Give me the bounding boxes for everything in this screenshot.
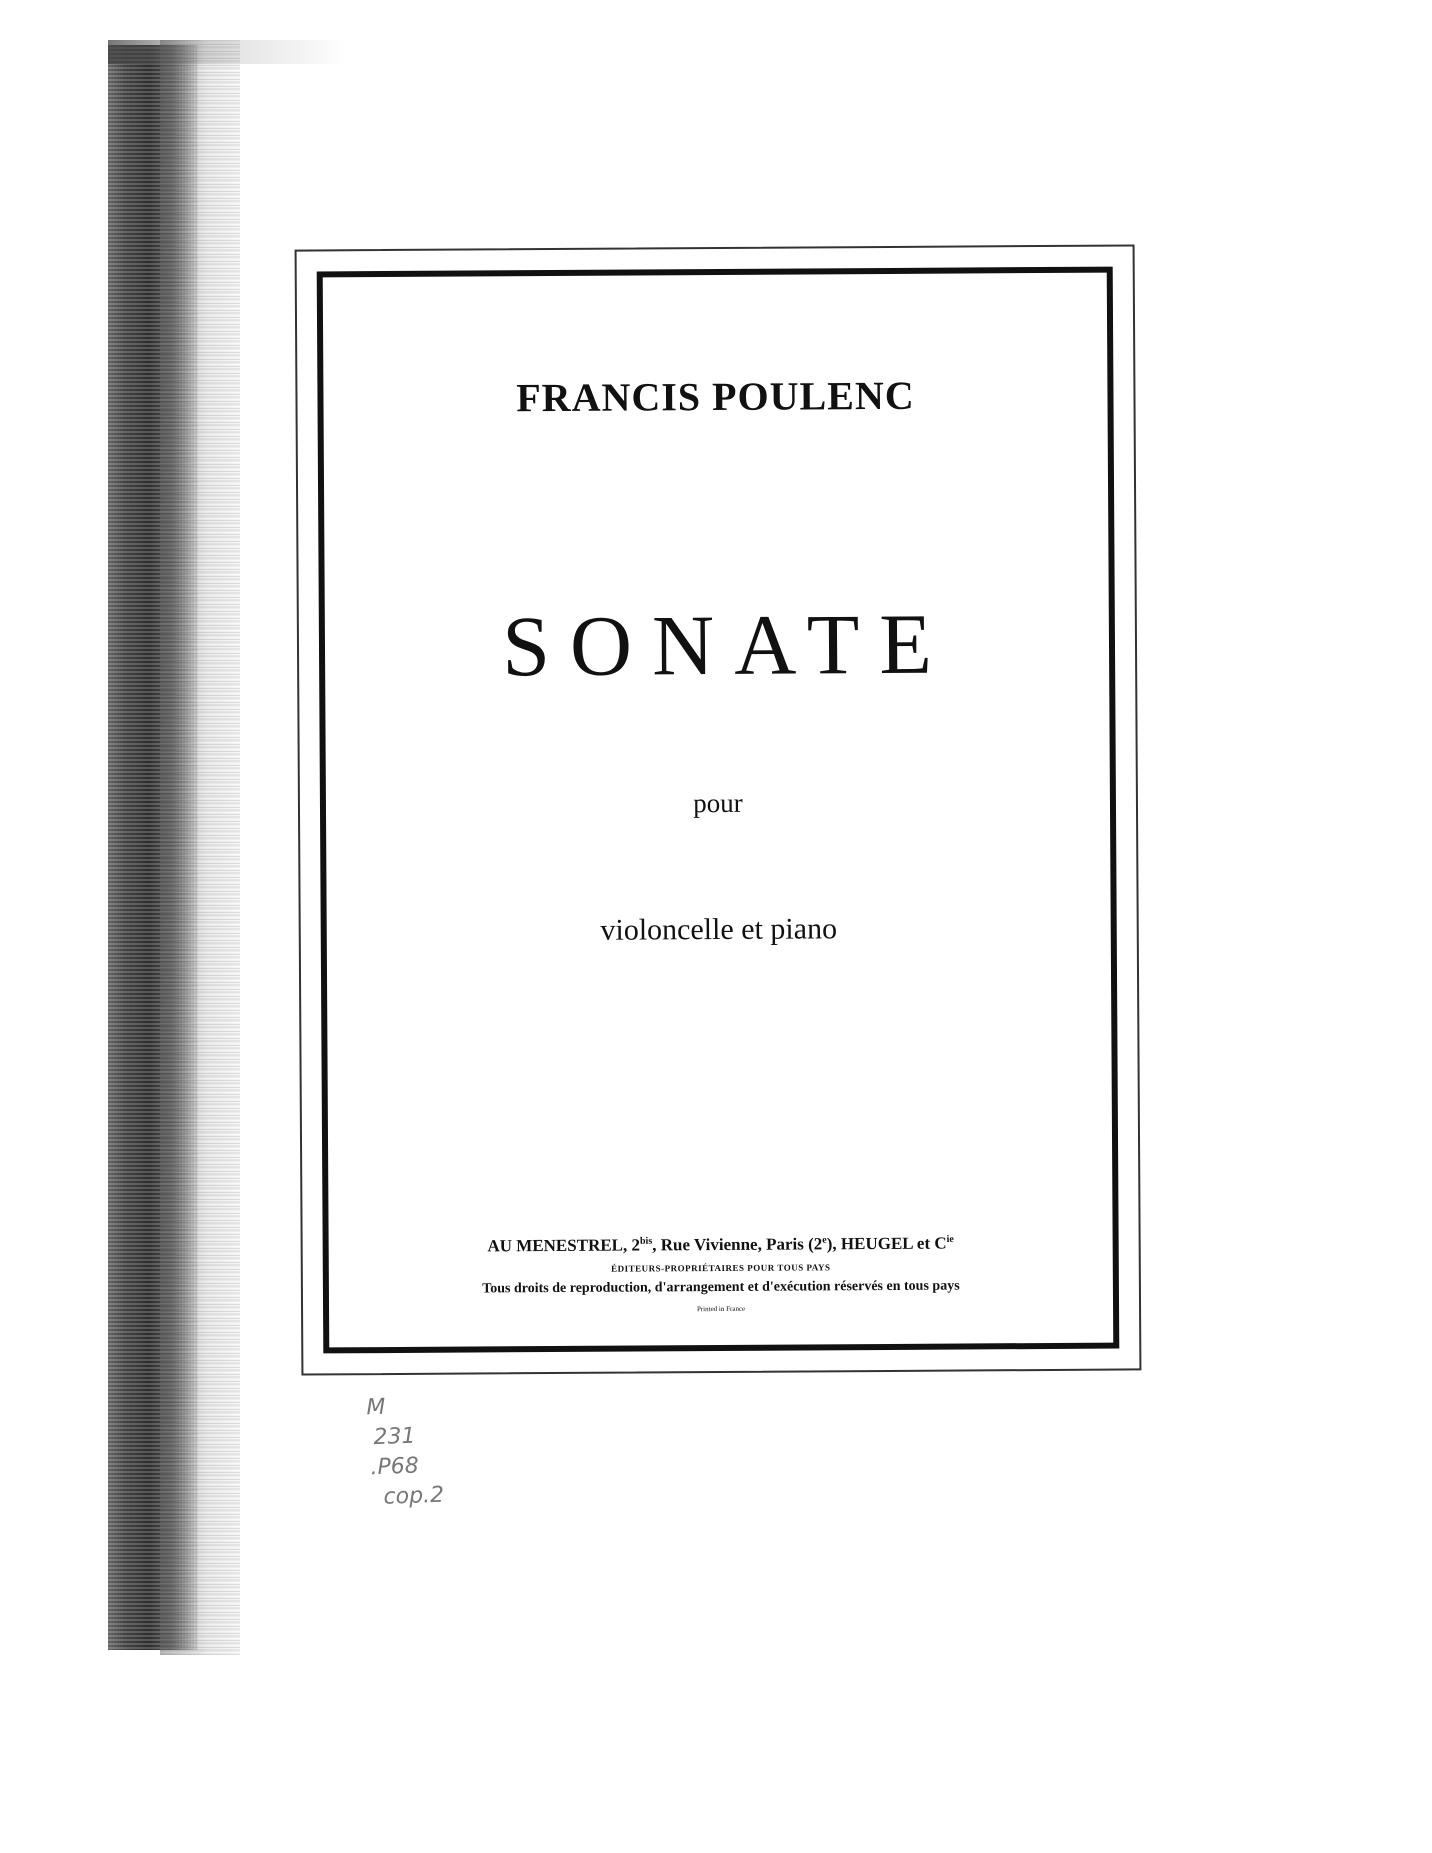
title-card-outer-frame (295, 244, 1142, 1375)
call-number-line-3: .P68 (370, 1453, 420, 1481)
call-number-line-2: 231 (373, 1423, 416, 1451)
title-card-inner-frame (317, 267, 1120, 1354)
publisher-arrondissement: e (822, 1234, 827, 1246)
publisher-text-3: ), HEUGEL et C (826, 1233, 947, 1254)
call-number-line-1: M (365, 1394, 386, 1421)
call-number-line-4: cop.2 (383, 1482, 445, 1510)
publisher-line (329, 1233, 1113, 1258)
rights-line: Tous droits de reproduction, d'arrangement et d'exécution réservés en tous pays (482, 1278, 960, 1297)
publisher-text-2: , Rue Vivienne, Paris (2 (652, 1234, 823, 1255)
instrumentation: violoncelle et piano (600, 912, 838, 947)
binding-edge-speckle (160, 40, 240, 1655)
top-edge-speckle (108, 40, 348, 64)
composer-name: FRANCIS POULENC (516, 372, 915, 421)
publisher-text-1: AU MENESTREL, 2 (487, 1235, 641, 1256)
pour-label: pour (693, 787, 743, 819)
publisher-cie: ie (946, 1233, 954, 1245)
editors-line: ÉDITEURS-PROPRIÉTAIRES POUR TOUS PAYS (611, 1262, 831, 1274)
work-title: SONATE (501, 595, 953, 695)
handwritten-call-number (366, 1391, 445, 1514)
printed-in-line: Printed in France (696, 1304, 746, 1314)
publisher-bis: bis (639, 1235, 653, 1247)
